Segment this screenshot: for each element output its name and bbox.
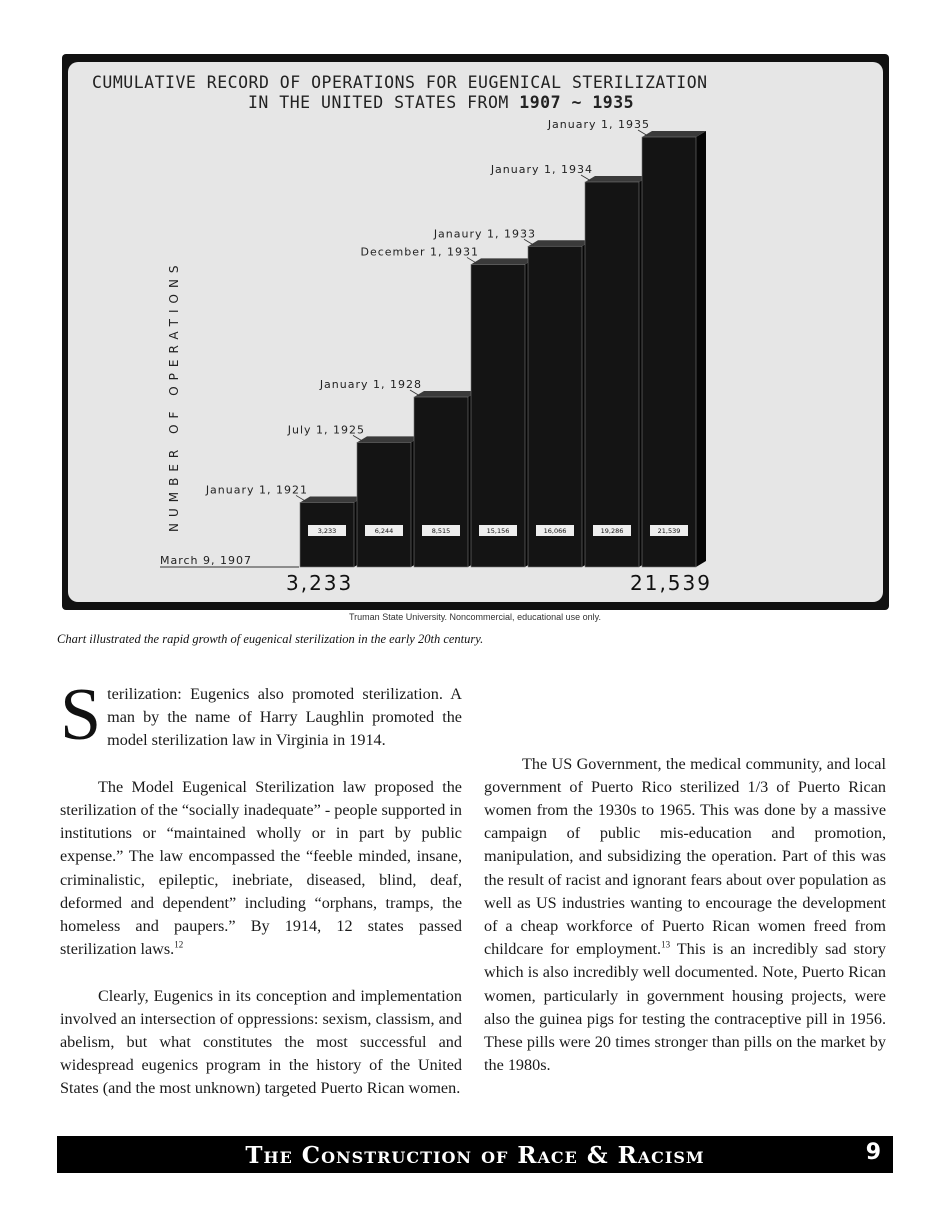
- chart-title-line1: CUMULATIVE RECORD OF OPERATIONS FOR EUGENICAL STERILIZATION: [92, 73, 708, 92]
- paragraph-2: The Model Eugenical Sterilization law proposed the sterilization of the “socially inadequate” - people supported in institutions or “maintained wholly or in part by public expense.” The law encompassed the “feeble minded, insane, criminalistic, epileptic, inebriate, diseased, blind, deaf, deformed and dependent” including “orphans, tramps, the homeless and paupers.” By 1914, 12 states passed sterilization laws.$^{12}$: [60, 777, 462, 959]
- bar-date-label-janaury-1-1933: Janaury 1, 1933: [433, 227, 536, 241]
- page-number: 9: [865, 1140, 881, 1165]
- bar-side-january-1-1935: [696, 131, 706, 567]
- footnote-ref-12: 12: [174, 939, 184, 950]
- paragraph-4: The US Government, the medical community, and local government of Puerto Rico sterilized 1/3 of Puerto Rican women from the 1930s to 1965. This was done by a massive campaign of public mis-education and promotion, manipulation, and subsidizing the operation. Part of this was the result of racist and ignorant fears about over population as well as US industries wanting to encourage the development of a cheap workforce of Puerto Rican women freed from childcare for employment.$^{13}$ This is an incredibly sad story which is also incredibly well documented. Note, Puerto Rican women, particularly in government housing projects, were also the guinea pigs for testing the contraceptive pill in 1956. These pills were 20 times stronger than pills on the market by the 1980s.: [484, 754, 886, 1075]
- chart-bars: [205, 118, 706, 567]
- bar-date-label-january-1-1935: January 1, 1935: [547, 118, 650, 131]
- bar-january-1-1935: [642, 137, 696, 567]
- bar-value-label-december-1-1931: 15,156: [486, 527, 510, 535]
- image-credit: Truman State University. Noncommercial, educational use only.: [349, 612, 601, 622]
- bar-top-january-1-1934: [585, 176, 649, 182]
- bar-december-1-1931: [471, 264, 525, 567]
- bar-value-label-july-1-1925: 6,244: [374, 527, 394, 535]
- footnote-ref-13: 13: [661, 939, 671, 950]
- bar-date-label-december-1-1931: December 1, 1931: [360, 245, 479, 259]
- bar-july-1-1925: [357, 442, 411, 567]
- bar-top-december-1-1931: [471, 258, 535, 264]
- bar-date-label-july-1-1925: July 1, 1925: [287, 423, 365, 437]
- bar-date-label-january-1-1928: January 1, 1928: [319, 378, 422, 392]
- article-column-right: [484, 683, 886, 1101]
- chart-start-label: March 9, 1907: [160, 554, 253, 567]
- bar-top-january-1-1921: [300, 496, 364, 502]
- bar-top-janaury-1-1933: [528, 240, 592, 246]
- bar-value-label-january-1-1934: 19,286: [600, 527, 624, 535]
- chart: [68, 62, 883, 602]
- bar-january-1-1928: [414, 397, 468, 567]
- bar-value-label-january-1-1935: 21,539: [657, 527, 681, 535]
- footer-title: The Construction of Race & Racism: [245, 1142, 705, 1169]
- bar-january-1-1934: [585, 182, 639, 567]
- chart-bottom-left-label: 3,233: [286, 571, 354, 595]
- chart-y-axis-label: NUMBER OF OPERATIONS: [167, 259, 181, 532]
- chart-screen: [68, 62, 883, 602]
- bar-value-label-janaury-1-1933: 16,066: [543, 527, 567, 535]
- bar-top-july-1-1925: [357, 436, 421, 442]
- bar-value-label-january-1-1921: 3,233: [317, 527, 337, 535]
- bar-janaury-1-1933: [528, 246, 582, 567]
- bar-date-label-january-1-1934: January 1, 1934: [490, 162, 593, 176]
- figure-caption: Chart illustrated the rapid growth of eugenical sterilization in the early 20th century.: [57, 632, 484, 646]
- bar-value-label-january-1-1928: 8,515: [431, 527, 451, 535]
- article-column-left: [60, 674, 462, 1124]
- bar-top-january-1-1928: [414, 391, 478, 397]
- page-footer: [57, 1136, 893, 1173]
- bar-top-january-1-1935: [642, 131, 706, 137]
- bar-date-label-january-1-1921: January 1, 1921: [205, 483, 308, 497]
- paragraph-3: Clearly, Eugenics in its conception and implementation involved an intersection of oppressions: sexism, classism, and abelism, but what constitutes the most successful and widespread eugenics program in the history of the United States (and the most unknown) targeted Puerto Rican women.: [60, 986, 462, 1098]
- drop-cap: S: [60, 674, 102, 756]
- paragraph-1: Sterilization: Eugenics also promoted sterilization. A man by the name of Harry Laughlin promoted the model sterilization law in Virginia in 1914.: [60, 674, 462, 756]
- chart-figure: [62, 54, 889, 610]
- chart-bottom-right-label: 21,539: [630, 571, 712, 595]
- chart-title-line2: IN THE UNITED STATES FROM 1907 ~ 1935: [248, 93, 635, 112]
